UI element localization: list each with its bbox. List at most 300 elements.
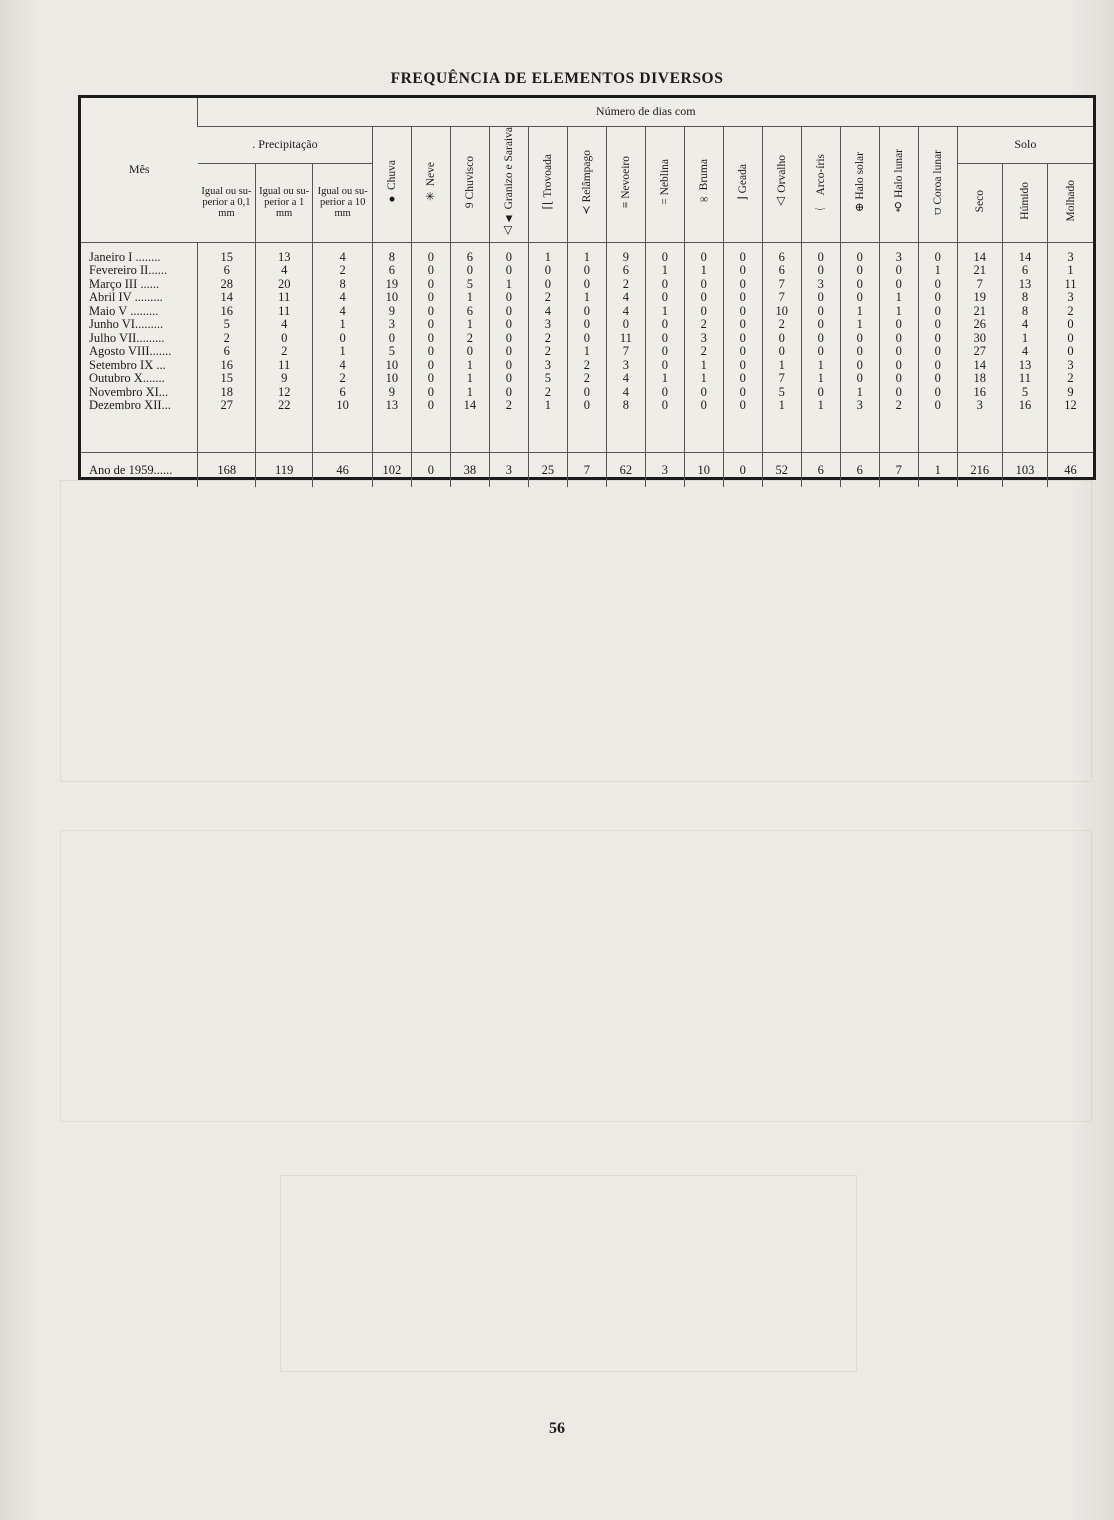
header-halo-lunar: ♁ Halo lunar: [879, 126, 918, 242]
table-cell: 20: [277, 276, 291, 291]
value-column: [450, 242, 489, 453]
table-cell: 0: [427, 330, 435, 345]
value-column: [918, 242, 957, 453]
table-cell: 2: [700, 317, 707, 332]
table-cell: 3: [544, 357, 551, 372]
table-cell: 0: [544, 276, 551, 291]
solar-halo-icon: ⊕: [853, 202, 866, 213]
table-cell: 14: [973, 357, 987, 372]
table-cell: 0: [739, 344, 746, 359]
header-neve: ✳ Neve: [411, 126, 450, 242]
table-cell: 0: [427, 384, 435, 399]
total-cell: 3: [645, 453, 684, 488]
table-cell: 1: [583, 290, 590, 305]
value-column: [801, 242, 840, 453]
value-column: [762, 242, 801, 453]
table-cell: 0: [739, 357, 746, 372]
table-cell: 0: [700, 290, 707, 305]
table-cell: 4: [622, 371, 629, 386]
header-mes: Mês: [81, 98, 198, 242]
table-cell: 0: [427, 357, 435, 372]
month-rows: [81, 242, 1093, 453]
table-cell: 6: [339, 384, 346, 399]
table-cell: 0: [739, 276, 746, 291]
table-cell: 0: [895, 263, 902, 278]
table-cell: 0: [700, 249, 707, 264]
month-label: Novembro XI...: [89, 384, 169, 399]
table-cell: 6: [223, 263, 230, 278]
value-column: [723, 242, 762, 453]
table-cell: 14: [973, 249, 987, 264]
month-label: Março III ......: [89, 276, 160, 291]
table-cell: 3: [976, 398, 983, 413]
hail-icon: △▲: [502, 211, 515, 238]
total-cell: 216: [957, 453, 1002, 488]
table-cell: 0: [583, 398, 590, 413]
table-cell: 0: [778, 330, 785, 345]
value-column: [840, 242, 879, 453]
show-through-table-2: [60, 830, 1092, 1122]
value-column: [1048, 242, 1093, 453]
table-cell: 3: [700, 330, 707, 345]
value-column: [684, 242, 723, 453]
table-cell: 1: [895, 290, 902, 305]
table-cell: 1: [1067, 263, 1074, 278]
table-cell: 0: [661, 357, 668, 372]
table-cell: 1: [661, 371, 668, 386]
table-cell: 0: [427, 344, 435, 359]
table-cell: 0: [661, 276, 668, 291]
table-cell: 0: [388, 330, 396, 345]
table-cell: 1: [661, 303, 668, 318]
table-cell: 0: [739, 263, 746, 278]
show-through-table-1: [60, 480, 1092, 782]
table-cell: 2: [583, 371, 590, 386]
table-cell: 2: [281, 344, 288, 359]
table-cell: 0: [778, 344, 785, 359]
frequency-table-frame: [78, 95, 1096, 480]
table-cell: 19: [385, 276, 399, 291]
value-column: [528, 242, 567, 453]
table-cell: 3: [1067, 290, 1074, 305]
table-cell: 22: [277, 398, 291, 413]
table-cell: 0: [544, 263, 551, 278]
table-cell: 0: [427, 317, 435, 332]
table-cell: 13: [1018, 276, 1032, 291]
table-cell: 8: [622, 398, 629, 413]
table-cell: 0: [700, 303, 707, 318]
table-cell: 5: [778, 384, 785, 399]
table-cell: 2: [700, 344, 707, 359]
table-cell: 1: [583, 249, 590, 264]
table-cell: 28: [220, 276, 233, 291]
table-cell: 4: [544, 303, 551, 318]
table-cell: 1: [700, 371, 707, 386]
table-cell: 1: [466, 317, 474, 332]
header-coroa-lunar: ⩌ Coroa lunar: [918, 126, 957, 242]
table-cell: 4: [622, 303, 629, 318]
table-cell: 8: [1021, 290, 1029, 305]
table-cell: 0: [661, 249, 668, 264]
table-cell: 2: [339, 263, 346, 278]
frost-icon: ⌋: [736, 196, 749, 201]
table-cell: 0: [817, 303, 824, 318]
value-column: [489, 242, 528, 453]
table-cell: 1: [778, 398, 785, 413]
table-cell: 7: [778, 371, 785, 386]
header-precip-10mm: Igual ou su- perior a 10 mm: [313, 163, 373, 242]
table-cell: 9: [388, 303, 396, 318]
table-cell: 0: [583, 263, 590, 278]
table-cell: 0: [817, 249, 824, 264]
table-cell: 8: [1021, 303, 1029, 318]
table-cell: 19: [973, 290, 987, 305]
total-cell: 6: [801, 453, 840, 488]
haze-icon: ∞: [697, 193, 710, 206]
table-cell: 0: [505, 303, 512, 318]
table-cell: 4: [281, 263, 288, 278]
table-cell: 6: [778, 263, 785, 278]
table-cell: 2: [544, 330, 551, 345]
header-geada: ⌋ Geada: [723, 126, 762, 242]
total-cell: 102: [372, 453, 411, 488]
total-cell: 7: [567, 453, 606, 488]
table-cell: 10: [336, 398, 349, 413]
table-cell: 7: [778, 276, 785, 291]
table-cell: 1: [700, 357, 707, 372]
table-cell: 16: [220, 357, 233, 372]
value-column: [879, 242, 918, 453]
table-cell: 0: [505, 330, 512, 345]
month-label: Fevereiro II......: [89, 263, 168, 278]
table-cell: 4: [622, 290, 629, 305]
table-cell: 1: [856, 317, 863, 332]
table-cell: 2: [778, 317, 785, 332]
table-cell: 5: [544, 371, 551, 386]
table-cell: 2: [544, 384, 551, 399]
total-cell: 103: [1002, 453, 1047, 488]
header-solo-humido: Húmido: [1002, 163, 1047, 242]
table-cell: 2: [223, 330, 230, 345]
table-cell: 1: [817, 371, 824, 386]
snow-icon: ✳: [424, 188, 437, 203]
table-cell: 0: [739, 398, 746, 413]
table-cell: 0: [427, 290, 435, 305]
value-column: [645, 242, 684, 453]
table-cell: 1: [466, 357, 474, 372]
table-cell: 5: [388, 344, 396, 359]
table-cell: 2: [1067, 303, 1074, 318]
table-cell: 0: [583, 303, 590, 318]
table-cell: 0: [700, 276, 707, 291]
month-label: Outubro X.......: [89, 371, 165, 386]
table-cell: 1: [817, 357, 824, 372]
table-cell: 1: [817, 398, 824, 413]
table-cell: 5: [466, 276, 474, 291]
table-cell: 0: [934, 303, 941, 318]
table-cell: 4: [339, 290, 346, 305]
table-cell: 3: [856, 398, 863, 413]
table-cell: 16: [973, 384, 987, 399]
header-halo-solar: ⊕ Halo solar: [840, 126, 879, 242]
table-cell: 10: [385, 357, 399, 372]
total-cell: 1: [918, 453, 957, 488]
month-label: Janeiro I ........: [89, 249, 161, 264]
table-cell: 14: [220, 290, 233, 305]
table-cell: 0: [856, 276, 863, 291]
thunderstorm-icon: ⌈⌊: [541, 200, 554, 210]
value-column: [372, 242, 411, 453]
table-cell: 2: [895, 398, 902, 413]
table-cell: 0: [427, 276, 435, 291]
table-cell: 1: [583, 344, 590, 359]
table-cell: 2: [339, 371, 346, 386]
table-cell: 1: [544, 398, 551, 413]
table-cell: 0: [817, 330, 824, 345]
lunar-halo-icon: ♁: [892, 201, 905, 215]
header-solo: Solo: [957, 126, 1093, 163]
table-cell: 27: [220, 398, 233, 413]
table-cell: 0: [895, 344, 902, 359]
table-cell: 6: [1021, 263, 1029, 278]
table-cell: 1: [466, 371, 474, 386]
table-cell: 11: [1064, 276, 1077, 291]
table-cell: 14: [463, 398, 477, 413]
header-numero-dias: Número de dias com: [198, 98, 1093, 126]
fog-icon: ≡: [619, 201, 632, 209]
table-cell: 1: [934, 263, 941, 278]
table-cell: 1: [339, 344, 346, 359]
header-precip-01mm: Igual ou su- perior a 0,1 mm: [198, 163, 255, 242]
table-cell: 0: [856, 249, 863, 264]
table-cell: 1: [544, 249, 551, 264]
value-column: [957, 242, 1002, 453]
table-cell: 0: [427, 371, 435, 386]
table-cell: 10: [385, 371, 399, 386]
table-cell: 8: [388, 249, 396, 264]
table-cell: 0: [934, 384, 941, 399]
table-cell: 0: [739, 384, 746, 399]
total-cell: 10: [684, 453, 723, 488]
header-precipitacao: . Precipitação: [198, 126, 372, 163]
table-cell: 18: [220, 384, 233, 399]
table-cell: 4: [1021, 344, 1029, 359]
total-cell: 38: [450, 453, 489, 488]
total-label: Ano de 1959......: [81, 453, 198, 488]
table-cell: 16: [220, 303, 233, 318]
header-bruma: ∞ Bruma: [684, 126, 723, 242]
dew-icon: △: [775, 195, 788, 210]
table-cell: 0: [427, 303, 435, 318]
table-cell: 0: [505, 317, 512, 332]
table-cell: 13: [1018, 357, 1032, 372]
month-label: Abril IV .........: [89, 290, 163, 305]
header-relampago: ≺ Relâmpago: [567, 126, 606, 242]
table-cell: 1: [505, 276, 512, 291]
table-cell: 0: [661, 290, 668, 305]
table-cell: 3: [388, 317, 396, 332]
table-cell: 11: [1018, 371, 1031, 386]
table-cell: 0: [505, 357, 512, 372]
table-cell: 0: [661, 398, 668, 413]
table-cell: 16: [1018, 398, 1032, 413]
total-cell: 3: [489, 453, 528, 488]
table-cell: 0: [427, 249, 435, 264]
table-cell: 0: [856, 290, 863, 305]
table-cell: 0: [856, 357, 863, 372]
table-cell: 0: [339, 330, 346, 345]
table-cell: 9: [622, 249, 629, 264]
table-cell: 0: [505, 344, 512, 359]
rain-icon: ●: [385, 192, 398, 205]
table-cell: 6: [388, 263, 396, 278]
table-cell: 0: [895, 384, 902, 399]
table-cell: 12: [1064, 398, 1077, 413]
table-cell: 0: [895, 330, 902, 345]
table-cell: 1: [856, 303, 863, 318]
table-cell: 0: [934, 371, 941, 386]
table-cell: 0: [583, 330, 590, 345]
table-cell: 0: [281, 330, 288, 345]
table-cell: 11: [278, 303, 291, 318]
table-cell: 1: [466, 384, 474, 399]
table-cell: 0: [817, 290, 824, 305]
table-cell: 0: [934, 276, 941, 291]
table-cell: 14: [1018, 249, 1032, 264]
table-cell: 0: [739, 371, 746, 386]
table-cell: 12: [277, 384, 291, 399]
table-cell: 5: [223, 317, 230, 332]
table-cell: 1: [778, 357, 785, 372]
table-cell: 7: [622, 344, 629, 359]
table-cell: 10: [775, 303, 789, 318]
table-cell: 0: [427, 398, 435, 413]
month-label: Agosto VIII.......: [89, 344, 172, 359]
table-cell: 11: [278, 357, 291, 372]
lunar-corona-icon: ⩌: [931, 207, 944, 215]
show-through-table-3: [280, 1175, 857, 1372]
table-cell: 0: [934, 344, 941, 359]
table-cell: 0: [934, 317, 941, 332]
table-cell: 4: [339, 357, 346, 372]
value-column: [198, 242, 255, 453]
table-cell: 8: [339, 276, 346, 291]
table-cell: 21: [973, 303, 987, 318]
rainbow-icon: ⌒: [814, 198, 827, 211]
header-solo-seco: Seco: [957, 163, 1002, 242]
drizzle-icon: 9: [463, 202, 476, 209]
table-cell: 0: [661, 330, 668, 345]
table-cell: 5: [1021, 384, 1029, 399]
table-cell: 0: [934, 357, 941, 372]
total-cell: 25: [528, 453, 567, 488]
table-cell: 2: [544, 344, 551, 359]
total-cell: 46: [313, 453, 373, 488]
table-cell: 0: [895, 357, 902, 372]
table-cell: 0: [505, 371, 512, 386]
table-cell: 2: [583, 357, 590, 372]
header-chuvisco: 9 Chuvisco: [450, 126, 489, 242]
table-cell: 0: [583, 317, 590, 332]
table-cell: 4: [622, 384, 629, 399]
value-column: [411, 242, 450, 453]
table-cell: 0: [817, 384, 824, 399]
table-cell: 9: [1067, 384, 1074, 399]
table-cell: 6: [778, 249, 785, 264]
header-nevoeiro: ≡ Nevoeiro: [606, 126, 645, 242]
page-title: FREQUÊNCIA DE ELEMENTOS DIVERSOS: [390, 70, 724, 87]
table-cell: 27: [973, 344, 987, 359]
total-cell: 0: [411, 453, 450, 488]
table-cell: 0: [934, 249, 941, 264]
total-cell: 52: [762, 453, 801, 488]
table-cell: 2: [622, 276, 629, 291]
table-cell: 0: [1067, 344, 1074, 359]
table-cell: 3: [544, 317, 551, 332]
table-cell: 3: [895, 249, 902, 264]
frequency-table: [81, 98, 1093, 487]
annual-total-row: [81, 453, 1093, 488]
table-cell: 4: [339, 249, 346, 264]
month-label: Setembro IX ...: [89, 357, 166, 372]
table-cell: 0: [661, 344, 668, 359]
table-cell: 0: [427, 263, 435, 278]
table-cell: 0: [505, 290, 512, 305]
table-cell: 2: [544, 290, 551, 305]
table-cell: 2: [505, 398, 512, 413]
table-cell: 9: [388, 384, 396, 399]
table-cell: 4: [1021, 317, 1029, 332]
table-cell: 4: [339, 303, 346, 318]
table-cell: 1: [856, 384, 863, 399]
table-cell: 7: [778, 290, 785, 305]
table-cell: 11: [278, 290, 291, 305]
total-cell: 62: [606, 453, 645, 488]
total-cell: 46: [1048, 453, 1093, 488]
table-cell: 0: [661, 384, 668, 399]
table-cell: 0: [466, 263, 474, 278]
table-cell: 15: [220, 371, 233, 386]
table-cell: 6: [223, 344, 230, 359]
page-number: 56: [549, 1420, 565, 1437]
table-cell: 11: [619, 330, 632, 345]
mist-icon: =: [658, 198, 671, 206]
table-cell: 0: [466, 344, 474, 359]
table-cell: 0: [856, 263, 863, 278]
table-cell: 3: [622, 357, 629, 372]
total-cell: 119: [255, 453, 312, 488]
table-cell: 18: [973, 371, 987, 386]
table-cell: 0: [1067, 330, 1074, 345]
table-cell: 0: [700, 384, 707, 399]
table-cell: 0: [934, 290, 941, 305]
table-cell: 13: [277, 249, 291, 264]
header-solo-molhado: Molhado: [1048, 163, 1093, 242]
table-cell: 0: [505, 249, 512, 264]
table-cell: 0: [739, 290, 746, 305]
table-cell: 1: [895, 303, 902, 318]
table-cell: 10: [385, 290, 399, 305]
table-cell: 1: [661, 263, 668, 278]
table-cell: 0: [817, 263, 824, 278]
header-precip-1mm: Igual ou su- perior a 1 mm: [255, 163, 312, 242]
table-cell: 6: [466, 303, 474, 318]
table-cell: 0: [895, 371, 902, 386]
table-cell: 1: [700, 263, 707, 278]
header-neblina: = Neblina: [645, 126, 684, 242]
month-label: Junho VI.........: [89, 317, 164, 332]
header-granizo: △▲ Granizo e Saraiva: [489, 126, 528, 242]
